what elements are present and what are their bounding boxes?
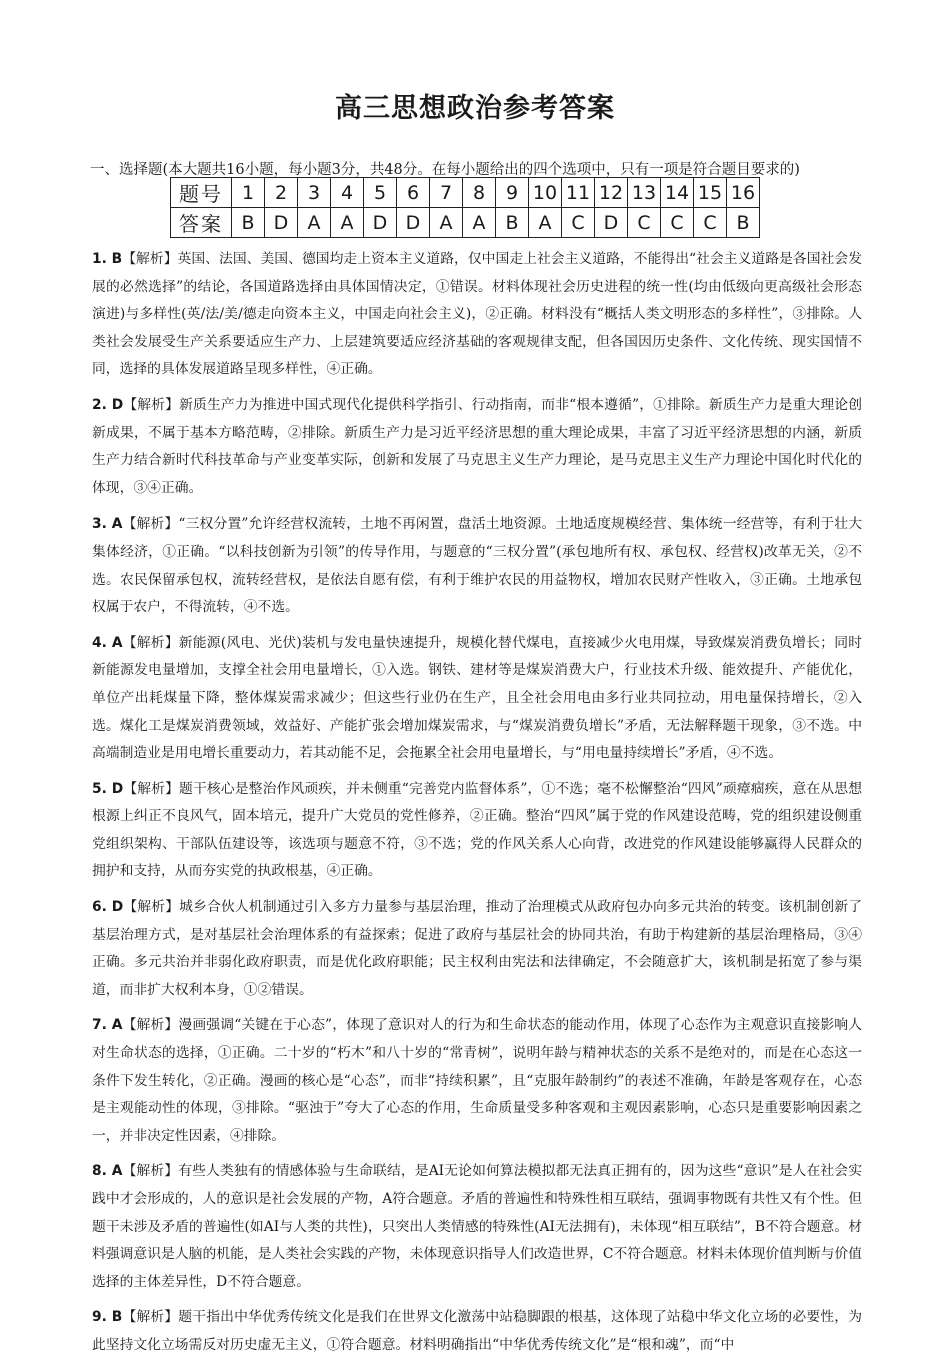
question-number-cell: 7: [430, 178, 463, 208]
question-number-cell: 11: [562, 178, 595, 208]
item-number: 7. A: [92, 1017, 123, 1034]
item-text: 【解析】“三权分置”允许经营权流转，土地不再闲置，盘活土地资源。土地适度规模经营、集体统一经营等，有利于壮大集体经济，①正确。“以科技创新为引领”的传导作用，与题意的“三权分置”(承包地所有权、承包权、经营权)改革无关，②不选。农民保留承包权，流转经营权，是依法自愿有偿，有利于维护农民的用益物权，增加农民财产性收入，③正确。土地承包权属于农户，不得流转，④不选。: [92, 516, 863, 616]
page-title: 高三思想政治参考答案: [335, 93, 615, 124]
item-text: 【解析】题干指出中华优秀传统文化是我们在世界文化激荡中站稳脚跟的根基，这体现了站稳中华文化立场的必要性，为此坚持文化立场需反对历史虚无主义，①符合题意。材料明确指出“中华优秀传统文化”是“根和魂”，而“中: [92, 1309, 862, 1353]
answer-label: 答案: [171, 208, 232, 238]
item-number: 3. A: [92, 516, 123, 533]
question-number-cell: 6: [397, 178, 430, 208]
question-number-cell: 14: [661, 178, 694, 208]
explanation-list: [92, 246, 862, 1368]
explanation-item: [92, 1012, 862, 1150]
answer-cell: A: [331, 208, 364, 238]
answer-cell: C: [661, 208, 694, 238]
answer-cell: B: [727, 208, 760, 238]
answer-cell: A: [430, 208, 463, 238]
question-number-cell: 2: [265, 178, 298, 208]
explanation-item: [92, 894, 862, 1004]
item-text: 【解析】漫画强调“关键在于心态”，体现了意识对人的行为和生命状态的能动作用，体现了心态作为主观意识直接影响人对生命状态的选择，①正确。二十岁的“朽木”和八十岁的“常青树”，说明年龄与精神状态的关系不是绝对的，而是在心态这一条件下发生转化，②正确。漫画的核心是“心态”，而非“持续积累”，且“克服年龄制约”的表述不准确，年龄是客观存在，心态是主观能动性的体现，③排除。“驱浊于”夸大了心态的作用，生命质量受多种客观和主观因素影响，心态只是重要影响因素之一，并非决定性因素，④排除。: [92, 1017, 863, 1144]
answer-cell: C: [694, 208, 727, 238]
explanation-item: [92, 1304, 862, 1359]
explanation-item: [92, 630, 862, 768]
answer-cell: C: [562, 208, 595, 238]
answer-cell: D: [595, 208, 628, 238]
item-number: 1. B: [92, 251, 123, 267]
question-number-row: [171, 178, 760, 208]
section-heading: 一、选择题(本大题共16小题，每小题3分，共48分。在每小题给出的四个选项中，只有一项是符合题目要求的): [90, 162, 800, 178]
item-text: 【解析】英国、法国、美国、德国均走上资本主义道路，仅中国走上社会主义道路，不能得出“社会主义道路是各国社会发展的必然选择”的结论，各国道路选择由具体国情决定，①错误。材料体现社会历史进程的统一性(均由低级向更高级社会形态演进)与多样性(英/法/美/德走向资本主义，中国走向社会主义)，②正确。材料没有“概括人类文明形态的多样性”，③排除。人类社会发展受生产关系要适应生产力、上层建筑要适应经济基础的客观规律支配，但各国因历史条件、文化传统、现实国情不同，选择的具体发展道路呈现多样性，④正确。: [92, 251, 862, 378]
question-number-cell: 1: [232, 178, 265, 208]
explanation-item: [92, 511, 862, 621]
question-number-cell: 10: [529, 178, 562, 208]
question-number-cell: 8: [463, 178, 496, 208]
explanation-item: [92, 776, 862, 886]
question-number-cell: 4: [331, 178, 364, 208]
answer-table: [170, 177, 760, 238]
answer-cell: A: [463, 208, 496, 238]
question-number-cell: 16: [727, 178, 760, 208]
answer-cell: D: [364, 208, 397, 238]
answer-cell: C: [628, 208, 661, 238]
question-number-cell: 13: [628, 178, 661, 208]
item-number: 4. A: [92, 634, 123, 651]
item-number: 8. A: [92, 1163, 123, 1180]
question-number-cell: 9: [496, 178, 529, 208]
item-number: 6. D: [92, 899, 124, 916]
item-text: 【解析】城乡合伙人机制通过引入多方力量参与基层治理，推动了治理模式从政府包办向多元共治的转变。该机制创新了基层治理方式，是对基层社会治理体系的有益探索；促进了政府与基层社会的协同共治，有助于构建新的基层治理格局，③④正确。多元共治并非弱化政府职责，而是优化政府职能；民主权利由宪法和法律确定，不会随意扩大，该机制是拓宽了参与渠道，而非扩大权利本身，①②错误。: [92, 899, 862, 998]
item-text: 【解析】有些人类独有的情感体验与生命联结，是AI无论如何算法模拟都无法真正拥有的，因为这些“意识”是人在社会实践中才会形成的，人的意识是社会发展的产物，A符合题意。矛盾的普遍性和特殊性相互联结，强调事物既有共性又有个性。但题干未涉及矛盾的普遍性(如AI与人类的共性)，只突出人类情感的特殊性(AI无法拥有)，未体现“相互联结”，B不符合题意。材料强调意识是人脑的机能，是人类社会实践的产物，未体现意识指导人们改造世界，C不符合题意。材料未体现价值判断与价值选择的主体差异性，D不符合题意。: [92, 1163, 862, 1290]
question-number-cell: 12: [595, 178, 628, 208]
explanation-item: [92, 392, 862, 502]
question-number-cell: 15: [694, 178, 727, 208]
item-number: 2. D: [92, 396, 124, 413]
answer-row: [171, 208, 760, 238]
answer-cell: D: [265, 208, 298, 238]
question-number-label: 题号: [171, 178, 232, 208]
answer-cell: B: [496, 208, 529, 238]
question-number-cell: 3: [298, 178, 331, 208]
answer-cell: D: [397, 208, 430, 238]
item-number: 5. D: [92, 780, 124, 797]
answer-cell: A: [529, 208, 562, 238]
answer-cell: A: [298, 208, 331, 238]
item-text: 【解析】新能源(风电、光伏)装机与发电量快速提升，规模化替代煤电，直接减少火电用煤，导致煤炭消费负增长；同时新能源发电量增加，支撑全社会用电量增长，①入选。钢铁、建材等是煤炭消费大户，行业技术升级、能效提升、产能优化，单位产出耗煤量下降，整体煤炭需求减少；但这些行业仍在生产，且全社会用电由多行业共同拉动，用电量保持增长，②入选。煤化工是煤炭消费领域，效益好、产能扩张会增加煤炭需求，与“煤炭消费负增长”矛盾，无法解释题干现象，③不选。中高端制造业是用电增长重要动力，若其动能不足，会拖累全社会用电量增长，与“用电量持续增长”矛盾，④不选。: [92, 634, 862, 762]
explanation-item: [92, 246, 862, 384]
item-text: 【解析】题干核心是整治作风顽疾，并未侧重“完善党内监督体系”，①不选；毫不松懈整治“四风”顽瘴痼疾，意在从思想根源上纠正不良风气，固本培元，提升广大党员的党性修养，②正确。整治“四风”属于党的作风建设范畴，党的组织建设侧重党组织架构、干部队伍建设等，该选项与题意不符，③不选；党的作风关系人心向背，改进党的作风建设能够赢得人民群众的拥护和支持，从而夯实党的执政根基，④正确。: [92, 780, 862, 880]
question-number-cell: 5: [364, 178, 397, 208]
item-text: 【解析】新质生产力为推进中国式现代化提供科学指引、行动指南，而非“根本遵循”，①排除。新质生产力是重大理论创新成果，不属于基本方略范畴，②排除。新质生产力是习近平经济思想的重大理论成果，丰富了习近平经济思想的内涵，新质生产力结合新时代科技革命与产业变革实际，创新和发展了马克思主义生产力理论，是马克思主义生产力理论中国化时代化的体现，③④正确。: [92, 396, 862, 496]
explanation-item: [92, 1158, 862, 1296]
answer-cell: B: [232, 208, 265, 238]
item-number: 9. B: [92, 1309, 123, 1326]
